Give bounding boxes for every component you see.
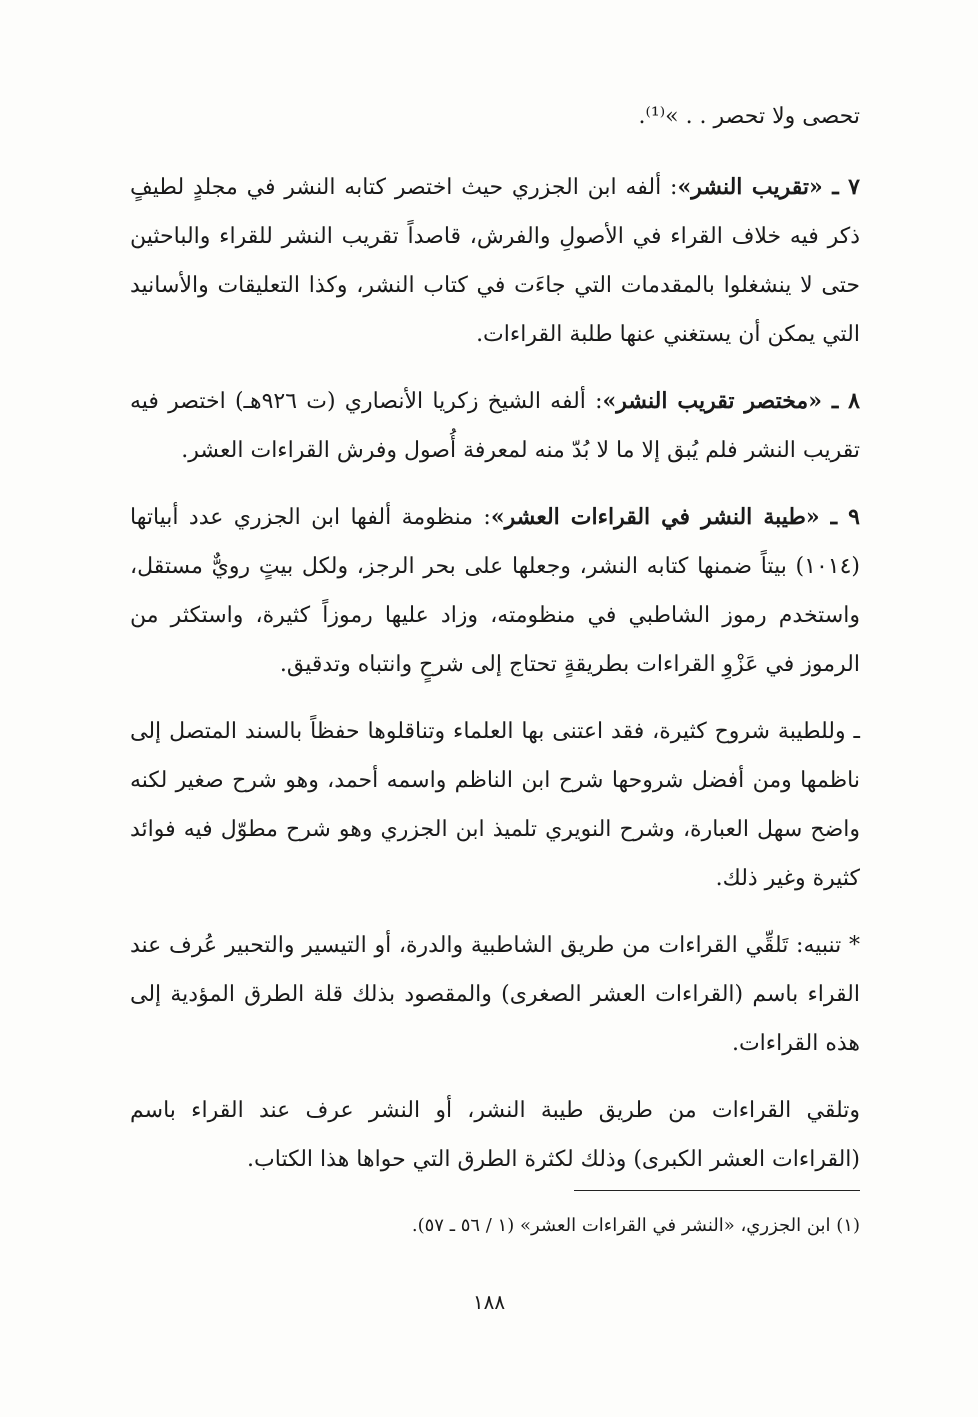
paragraph-lead: ٧ ـ «تقريب النشر» bbox=[677, 174, 860, 200]
paragraph-major-readings bbox=[130, 1086, 860, 1184]
paragraph-text: وتلقي القراءات من طريق طيبة النشر، أو النشر عرف عند القراء باسم (القراءات العشر الكبرى) وذلك لكثرة الطرق التي حواها هذا الكتاب. bbox=[130, 1098, 860, 1172]
paragraph-mukhtasar-taqrib bbox=[130, 377, 860, 475]
paragraph-text: : منظومة ألفها ابن الجزري عدد أبياتها (١٠١٤) بيتاً ضمنها كتابه النشر، وجعلها على بحر الرجز، ولكل بيتٍ رويٌّ مستقل، واستخدم رموز الشاطبي في منظومته، وزاد عليها رموزاً كثيرة، واستكثر من الرموز في عَزْوِ القراءات بطريقةٍ تحتاج إلى شرحٍ وانتباه وتدقيق. bbox=[130, 505, 860, 677]
paragraph-note-minor-readings bbox=[130, 921, 860, 1068]
footnote: (١) ابن الجزري، «النشر في القراءات العشر» (١ / ٥٦ ـ ٥٧). bbox=[411, 1215, 860, 1236]
paragraph-lead: ٨ ـ «مختصر تقريب النشر» bbox=[602, 388, 860, 414]
paragraph-continuation bbox=[130, 92, 860, 141]
paragraph-taqrib-al-nashr bbox=[130, 163, 860, 359]
paragraph-lead: ٩ ـ «طيبة النشر في القراءات العشر» bbox=[490, 504, 860, 530]
footnote-divider bbox=[574, 1190, 860, 1191]
paragraph-text: ـ وللطيبة شروح كثيرة، فقد اعتنى بها العلماء وتناقلوها حفظاً بالسند المتصل إلى ناظمها ومن أفضل شروحها شرح ابن الناظم واسمه أحمد، وهو شرح صغير لكنه واضح سهل العبارة، وشرح النويري تلميذ ابن الجزري وهو شرح مطوّل فيه فوائد كثيرة وغير ذلك. bbox=[130, 719, 860, 891]
paragraph-text: * تنبيه: تَلقِّي القراءات من طريق الشاطبية والدرة، أو التيسير والتحبير عُرف عند القراء باسم (القراءات العشر الصغرى) والمقصود بذلك قلة الطرق المؤدية إلى هذه القراءات. bbox=[130, 933, 860, 1056]
paragraph-text: تحصى ولا تحصر . . »⁽¹⁾. bbox=[638, 104, 860, 129]
body-text bbox=[130, 92, 860, 1202]
page-number: ١٨٨ bbox=[472, 1290, 506, 1314]
paragraph-tayyibat-al-nashr bbox=[130, 493, 860, 689]
paragraph-tayyiba-commentaries bbox=[130, 707, 860, 903]
paragraph-text: : ألفه ابن الجزري حيث اختصر كتابه النشر في مجلدٍ لطيفٍ ذكر فيه خلاف القراء في الأصولِ والفرش، قاصداً تقريب النشر للقراء والباحثين حتى لا ينشغلوا بالمقدمات التي جاءَت في كتاب النشر، وكذا التعليقات والأسانيد التي يمكن أن يستغني عنها طلبة القراءات. bbox=[130, 175, 860, 347]
paragraph-text: : ألفه الشيخ زكريا الأنصاري (ت ٩٢٦هـ) اختصر فيه تقريب النشر فلم يُبق إلا ما لا بُدّ منه لمعرفة أُصول وفرش القراءات العشر. bbox=[130, 389, 860, 463]
